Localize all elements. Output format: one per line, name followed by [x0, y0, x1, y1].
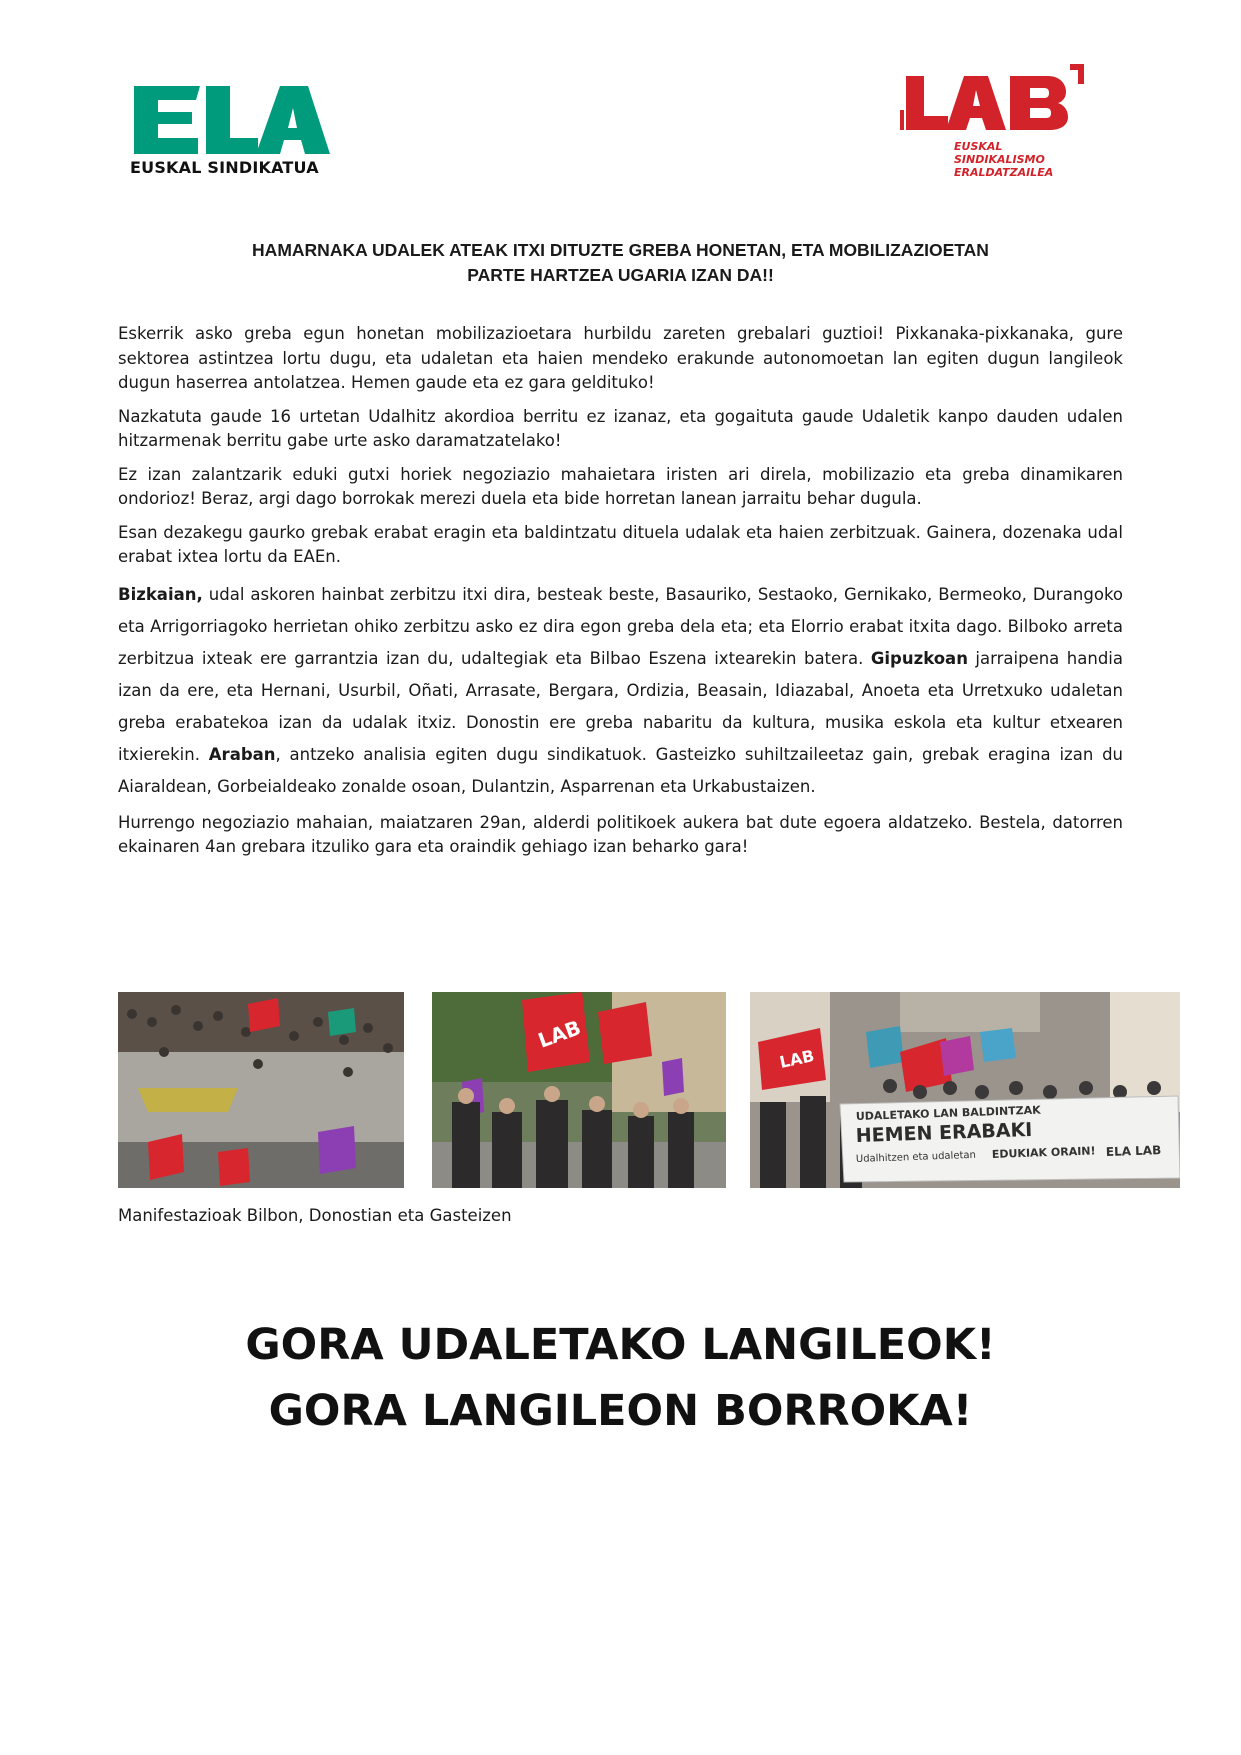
region-bizkaia-text: udal askoren hainbat zerbitzu itxi dira, besteak beste, Basauriko, Sestaoko, Gernikako, Bermeoko, Durangoko eta Arrigorriagoko herrietan ohiko zerbitzu asko ez dira egon greba dela eta; eta Elorrio erabat itxita dago. Bilboko arreta zerbitzua ixteak ere garrantzia izan du, udaltegiak eta Bilbao Eszena ixtearekin batera.: [118, 584, 1123, 668]
paragraph-regions: [118, 579, 1123, 803]
headline-line: HAMARNAKA UDALEK ATEAK ITXI DITUZTE GREBA HONETAN, ETA MOBILIZAZIOETAN: [252, 240, 989, 260]
ela-subtitle: EUSKAL SINDIKATUA: [130, 158, 319, 177]
photo-donostia-demonstration: [432, 992, 726, 1188]
paragraph-next-strike: Hurrengo negoziazio mahaian, maiatzaren 29an, alderdi politikoek aukera bat dute egoera aldatzeko. Bestela, datorren ekainaren 4an grebara itzuliko gara eta oraindik gehiago izan beharko gara!: [118, 812, 1123, 856]
paragraph-impact: Esan dezakegu gaurko grebak erabat eragin eta baldintzatu dituela udalak eta haien zerbitzuak. Gainera, dozenaka udal erabat ixtea lortu da EAEn.: [118, 522, 1123, 566]
paragraph-negotiation: Ez izan zalantzarik eduki gutxi horiek negoziazio mahaietara iristen ari direla, mobilizazio eta greba dinamikaren ondorioz! Beraz, argi dago borrokak merezi duela eta bide horretan lanean jarraitu behar dugula.: [118, 464, 1123, 508]
slogan-line: GORA LANGILEON BORROKA!: [268, 1386, 973, 1436]
banner-line-2: HEMEN ERABAKI: [855, 1118, 1033, 1147]
ela-logo: [130, 84, 330, 180]
photo-gasteiz-demonstration: [750, 992, 1180, 1188]
paragraph-thanks: Eskerrik asko greba egun honetan mobilizazioetara hurbildu zareten grebalari guztioi! Pixkanaka-pixkanaka, gure sektorea astintzea lortu dugu, eta udaletan eta haien mendeko erakunde autonomoetan lan egiten dugun langileok dugun haserrea antolatzea. Hemen gaude eta ez gara gelditukо!: [118, 324, 1123, 392]
banner-logos: ELA LAB: [1105, 1143, 1162, 1159]
banner-line-3b: EDUKIAK ORAIN!: [991, 1144, 1096, 1161]
region-araba-label: Araban: [208, 744, 276, 764]
flag-text: LAB: [534, 1015, 584, 1053]
flag-text: LAB: [777, 1046, 816, 1072]
lab-subtitle-line: EUSKAL: [954, 140, 1003, 153]
article-body: [118, 322, 1123, 869]
photo-caption: Manifestazioak Bilbon, Donostian eta Gasteizen: [118, 1206, 512, 1225]
ela-wordmark-graphic: [130, 84, 330, 156]
lab-logo: [900, 62, 1100, 192]
lab-subtitle-line: SINDIKALISMO: [954, 153, 1045, 166]
headline-line: PARTE HARTZEA UGARIA IZAN DA!!: [467, 265, 774, 285]
lab-subtitle-line: ERALDATZAILEA: [954, 166, 1054, 179]
slogan-line: GORA UDALETAKO LANGILEOK!: [245, 1320, 996, 1370]
region-gipuzkoa-text: jarraipena handia izan da ere, eta Hernani, Usurbil, Oñati, Arrasate, Bergara, Ordizia, Beasain, Idiazabal, Anoeta eta Urretxuko udaletan greba erabatekoa izan da udalak itxiz. Donostin ere greba nabaritu da kultura, musika eskola eta kultur etxearen itxierekin.: [118, 648, 1123, 764]
photo-bilbo-demonstration: [118, 992, 404, 1188]
paragraph-udalhitz: Nazkatuta gaude 16 urtetan Udalhitz akordioa berritu ez izanaz, eta gogaituta gaude Udaletik kanpo dauden udalen hitzarmenak berritu gabe urte asko daramatzatelako!: [118, 406, 1123, 450]
slogan: [0, 1312, 1241, 1444]
region-araba-text: , antzeko analisia egiten dugu sindikatuok. Gasteizko suhiltzaileetaz gain, grebak eragina izan du Aiaraldean, Gorbeialdeako zonalde osoan, Dulantzin, Asparrenan eta Urkabustaizen.: [118, 744, 1124, 796]
region-bizkaia-label: Bizkaian,: [118, 584, 203, 604]
banner-line-3a: Udalhitzen eta udaletan: [855, 1149, 977, 1165]
lab-subtitle: [954, 140, 1053, 179]
banner-line-1: UDALETAKO LAN BALDINTZAK: [855, 1103, 1041, 1123]
headline: [118, 238, 1123, 288]
lab-wordmark-graphic: [900, 62, 1100, 138]
region-gipuzkoa-label: Gipuzkoan: [870, 648, 968, 668]
